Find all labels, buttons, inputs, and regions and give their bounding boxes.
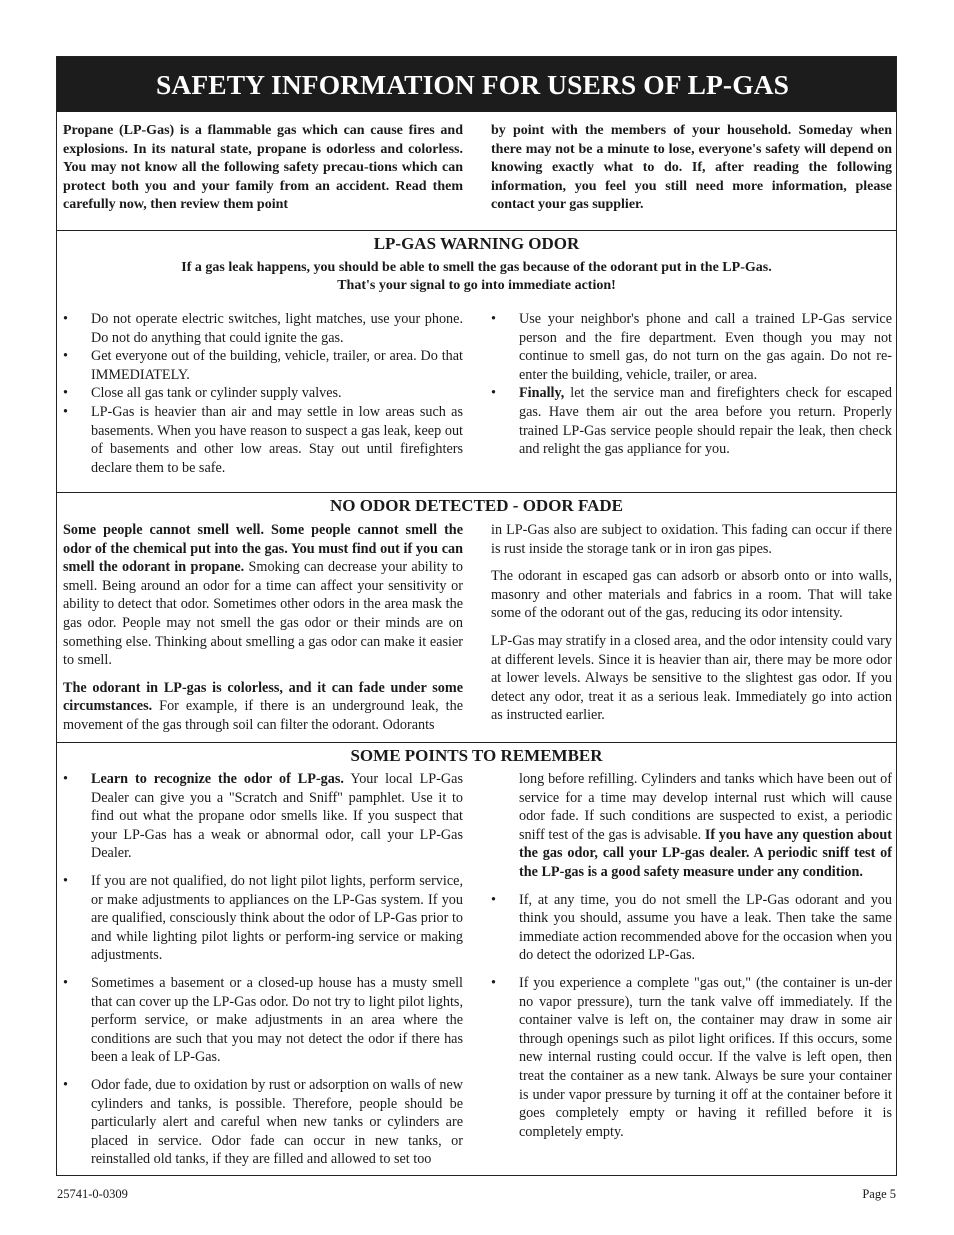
warning-right-list	[491, 310, 892, 459]
odor-paragraph-1	[63, 521, 463, 670]
odor-p1-text: Smoking can decrease your ability to smell. Being around an odor for a time can affect your sensitivity or ability to detect that odor. Sometimes other odors in the area mask the gas odor. People may not smell the gas odor or their minds are on something else. Thinking about smelling a gas odor can make it easier to smell.	[63, 559, 463, 669]
intro-left-text: Propane (LP-Gas) is a flammable gas which can cause fires and explosions. In its natural state, propane is odorless and colorless. You may not know all the following safety precau-tions which can protect both you and your family from an accident. Read them carefully now, then review them point	[63, 123, 463, 212]
points-l1-text: Your local LP-Gas Dealer can give you a "Scratch and Sniff" pamphlet. Use it to find out what the propane odor smells like. If you suspect that your LP-Gas has a weak or abnormal odor, call your LP-Gas Dealer.	[91, 771, 463, 862]
odor-paragraph-2	[63, 679, 463, 735]
safety-info-frame	[56, 56, 897, 1176]
list-item	[491, 384, 892, 458]
points-cont-text: long before refilling. Cylinders and tanks which have been out of service for a time may develop internal rust which will cause odor fade. If such conditions are suspected to exist, a periodic sniff test of the gas is advisable.	[519, 771, 892, 843]
list-item: • Odor fade, due to oxidation by rust or adsorption on walls of new cylinders and tanks, is possible. Therefore, people should be particularly alert and careful when new tanks or cylinders are placed in service. Odor fade can occur in new tanks, or reinstalled old tanks, if they are filled and allowed to set too	[63, 1076, 463, 1169]
list-item	[63, 770, 463, 863]
document-number: 25741-0-0309	[57, 1187, 128, 1201]
odor-paragraph-4: The odorant in escaped gas can adsorb or absorb onto or into walls, masonry and other materials and fabrics in a room. That will take some of the odorant out of the gas, reducing its odor intensity.	[491, 568, 892, 622]
divider	[57, 230, 896, 231]
warning-subtext-1: If a gas leak happens, you should be able to smell the gas because of the odorant put in the LP-Gas.	[181, 260, 772, 275]
points-continuation	[491, 770, 892, 882]
page-title: SAFETY INFORMATION FOR USERS OF LP-GAS	[57, 57, 896, 112]
odor-left-column	[63, 521, 463, 735]
list-item: • If you are not qualified, do not light pilot lights, perform service, or make adjustments to appliances on the LP-Gas system. If you are qualified, consciously think about the odor of LP-Gas prior to and while lighting pilot lights or perform-ing service or making adjustments.	[63, 872, 463, 965]
list-item: • Sometimes a basement or a closed-up house has a musty smell that can cover up the LP-Gas odor. Do not try to light pilot lights, perform service, or make adjustments in an area where the conditions are such that you may not detect the odor if there has been a leak of LP-Gas.	[63, 974, 463, 1067]
list-item: • If you experience a complete "gas out," (the container is un-der no vapor pressure), turn the tank valve off immediately. If the container valve is left on, the container may draw in some air through openings such as pilot light orifices. If this occurs, some new internal rusting could occur. If the valve is left open, then treat the container as a new tank. Always be sure your container is under vapor pressure by turning it off at the container before it goes completely empty or having it refilled before it is completely empty.	[491, 974, 892, 1141]
odor-fade-heading: NO ODOR DETECTED - ODOR FADE	[330, 496, 623, 515]
finally-label: Finally,	[519, 385, 565, 402]
warning-left-list	[63, 310, 463, 477]
warning-left-column	[63, 310, 463, 477]
warning-subtext-2: That's your signal to go into immediate action!	[337, 278, 616, 293]
points-l1-bold: Learn to recognize the odor of LP-gas.	[91, 771, 344, 787]
intro-right-text: by point with the members of your household. Someday when there may not be a minute to lose, everyone's safety will depend on knowing exactly what to do. If, after reading the following information, you feel you still need more information, please contact your gas supplier.	[491, 123, 892, 212]
divider	[57, 742, 896, 743]
warning-odor-heading: LP-GAS WARNING ODOR	[373, 234, 580, 253]
list-item: • Get everyone out of the building, vehicle, trailer, or area. Do that IMMEDIATELY.	[63, 347, 463, 384]
page-number: Page 5	[862, 1187, 896, 1201]
list-item: • Close all gas tank or cylinder supply valves.	[63, 384, 463, 403]
points-right-list	[491, 891, 892, 1142]
intro-left-column	[63, 122, 463, 215]
odor-paragraph-5: LP-Gas may stratify in a closed area, and the odor intensity could vary at different levels. Since it is heavier than air, there may be more odor at lower levels. Always be sensitive to the slightest gas odor. If you detect any odor, treat it as a serious leak. Immediately go into action as instructed earlier.	[491, 632, 892, 724]
odor-p2-text: For example, if there is an underground leak, the movement of the gas through soil can filter the odorant. Odorants	[63, 698, 463, 733]
list-item: • If, at any time, you do not smell the LP-Gas odorant and you think you should, assume you have a leak. Then take the same immediate action recommended above for the occasion when you do detect the odorized LP-Gas.	[491, 891, 892, 965]
odor-paragraph-3: in LP-Gas also are subject to oxidation. This fading can occur if there is rust inside the storage tank or in iron gas pipes.	[491, 522, 892, 557]
intro-right-column	[491, 122, 892, 215]
odor-right-column	[491, 521, 892, 725]
points-cont-bold: If you have any question about the gas odor, call your LP-gas dealer. A periodic sniff test of the LP-gas is a good safety measure under any condition.	[519, 826, 892, 880]
list-item: • Use your neighbor's phone and call a trained LP-Gas service person and the fire department. Even though you may not continue to smell gas, do not turn on the gas again. Do not re-enter the building, vehicle, trailer, or area.	[491, 310, 892, 384]
points-left-column	[63, 770, 463, 1178]
odor-p1-bold: Some people cannot smell well. Some people cannot smell the odor of the chemical put into the gas. You must find out if you can smell the odorant in propane.	[63, 522, 463, 576]
points-heading: SOME POINTS TO REMEMBER	[350, 746, 603, 765]
warning-right-column	[491, 310, 892, 459]
odor-p2-bold: The odorant in LP-gas is colorless, and it can fade under some circumstances.	[63, 679, 463, 715]
points-left-list	[63, 770, 463, 1169]
points-right-column	[491, 770, 892, 1150]
list-item: • Do not operate electric switches, light matches, use your phone. Do not do anything that could ignite the gas.	[63, 310, 463, 347]
list-item: • LP-Gas is heavier than air and may settle in low areas such as basements. When you have reason to suspect a gas leak, keep out of basements and other low areas. Stay out until firefighters declare them to be safe.	[63, 403, 463, 477]
finally-text: let the service man and firefighters check for escaped gas. Have them air out the area before you return. Properly trained LP-Gas service people should repair the leak, then check and relight the gas appliance for you.	[519, 385, 892, 458]
divider	[57, 492, 896, 493]
